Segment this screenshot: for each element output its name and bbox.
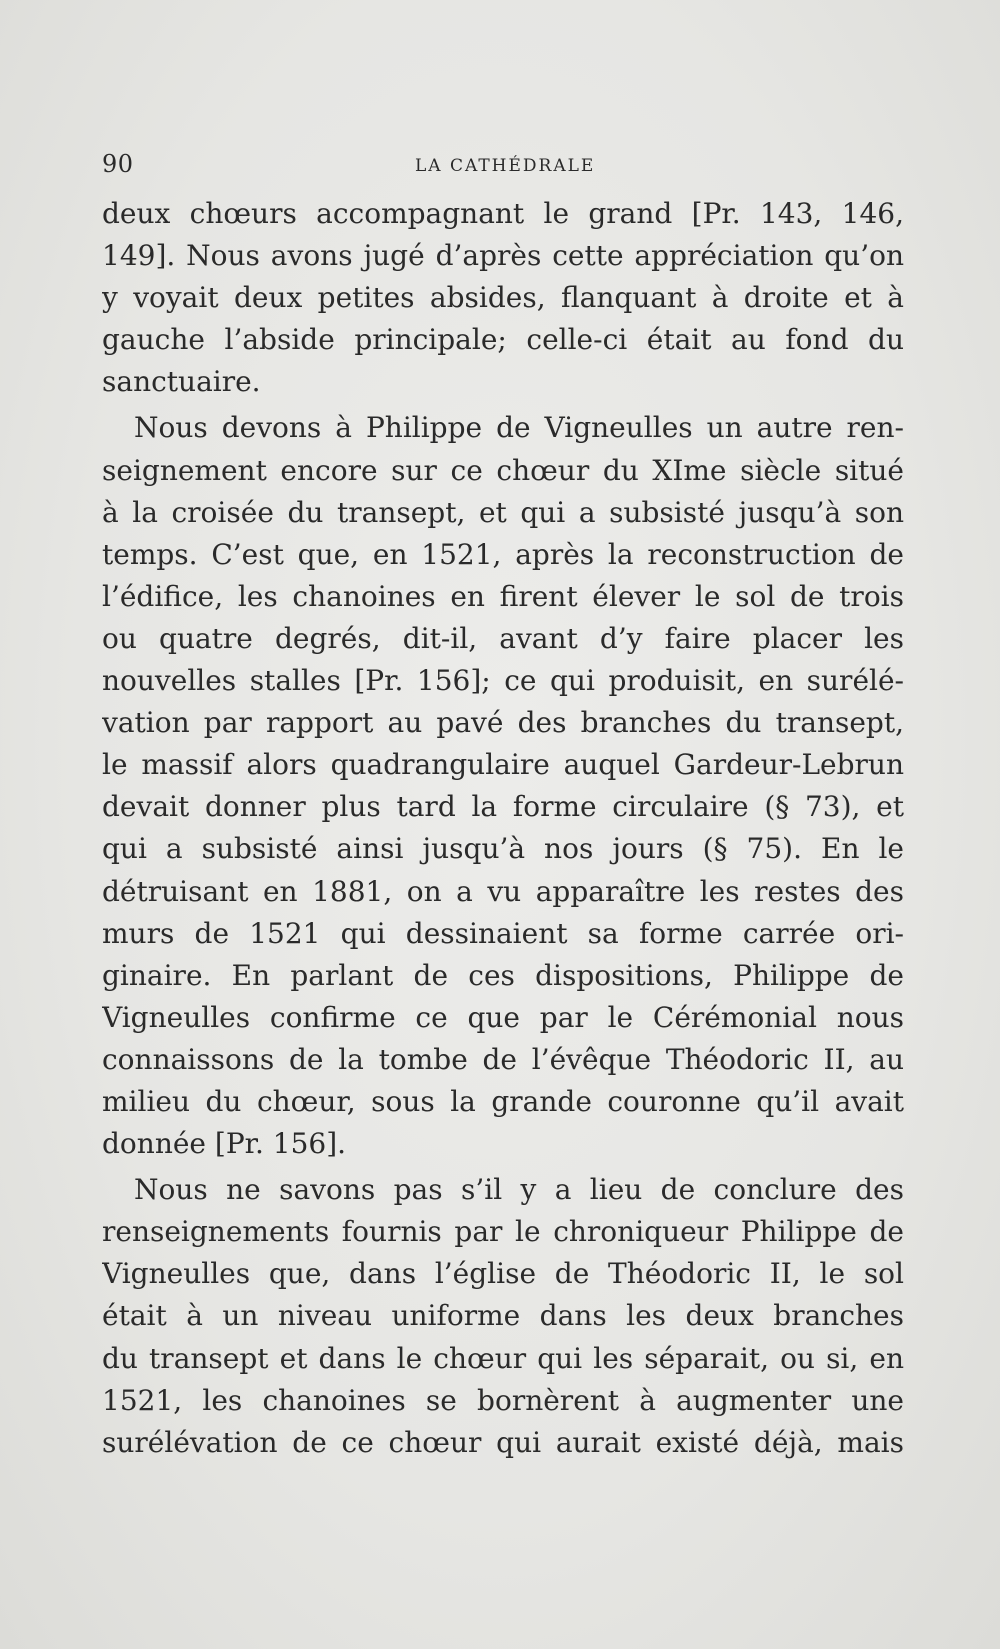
text-line: qui a subsisté ainsi jusqu’à nos jours (§ 75). En le	[102, 832, 904, 866]
text-line: y voyait deux petites absides, flanquant à droite et à	[102, 281, 904, 315]
text-line: détruisant en 1881, on a vu apparaître les restes des	[102, 874, 904, 908]
text-line: 1521, les chanoines se bornèrent à augmenter une	[102, 1383, 904, 1417]
text-line: Vigneulles confirme ce que par le Cérémonial nous	[102, 1000, 904, 1034]
text-line: donnée [Pr. 156].	[102, 1127, 347, 1161]
running-head	[102, 150, 902, 190]
text-line: murs de 1521 qui dessinaient sa forme carrée ori-	[102, 916, 904, 950]
text-line: nouvelles stalles [Pr. 156]; ce qui produisit, en surélé-	[102, 664, 904, 698]
paragraph-2	[102, 407, 904, 1165]
text-line: surélévation de ce chœur qui aurait existé déjà, mais	[102, 1425, 904, 1459]
text-line: renseignements fournis par le chroniqueur Philippe de	[102, 1215, 904, 1249]
text-line: Nous ne savons pas s’il y a lieu de conclure des	[134, 1173, 904, 1207]
text-line: Nous devons à Philippe de Vigneulles un autre ren-	[134, 411, 904, 445]
paragraph-3	[102, 1169, 904, 1464]
running-title: LA CATHÉDRALE	[415, 156, 596, 176]
text-line: le massif alors quadrangulaire auquel Gardeur-Lebrun	[102, 748, 904, 782]
paragraph-1	[102, 193, 904, 403]
text-line: milieu du chœur, sous la grande couronne qu’il avait	[102, 1084, 904, 1118]
text-line: l’édifice, les chanoines en firent élever le sol de trois	[102, 579, 904, 613]
text-line: 149]. Nous avons jugé d’après cette appréciation qu’on	[102, 239, 904, 273]
text-line: ginaire. En parlant de ces dispositions, Philippe de	[102, 958, 904, 992]
text-line: gauche l’abside principale; celle-ci était au fond du	[102, 323, 904, 357]
text-line: du transept et dans le chœur qui les séparait, ou si, en	[102, 1341, 904, 1375]
text-line: temps. C’est que, en 1521, après la reconstruction de	[102, 537, 904, 571]
text-line: à la croisée du transept, et qui a subsisté jusqu’à son	[102, 495, 904, 529]
text-line: vation par rapport au pavé des branches du transept,	[102, 706, 904, 740]
text-line: sanctuaire.	[102, 365, 261, 399]
text-line: seignement encore sur ce chœur du XIme siècle situé	[102, 453, 904, 487]
text-line: deux chœurs accompagnant le grand [Pr. 143, 146,	[102, 197, 904, 230]
body-text	[102, 193, 904, 1464]
text-line: Vigneulles que, dans l’église de Théodoric II, le sol	[102, 1257, 904, 1291]
text-line: ou quatre degrés, dit-il, avant d’y faire placer les	[102, 621, 904, 655]
text-line: était à un niveau uniforme dans les deux branches	[102, 1299, 904, 1333]
text-line: connaissons de la tombe de l’évêque Théodoric II, au	[102, 1042, 904, 1076]
page-number: 90	[102, 150, 134, 178]
text-line: devait donner plus tard la forme circulaire (§ 73), et	[102, 790, 904, 824]
